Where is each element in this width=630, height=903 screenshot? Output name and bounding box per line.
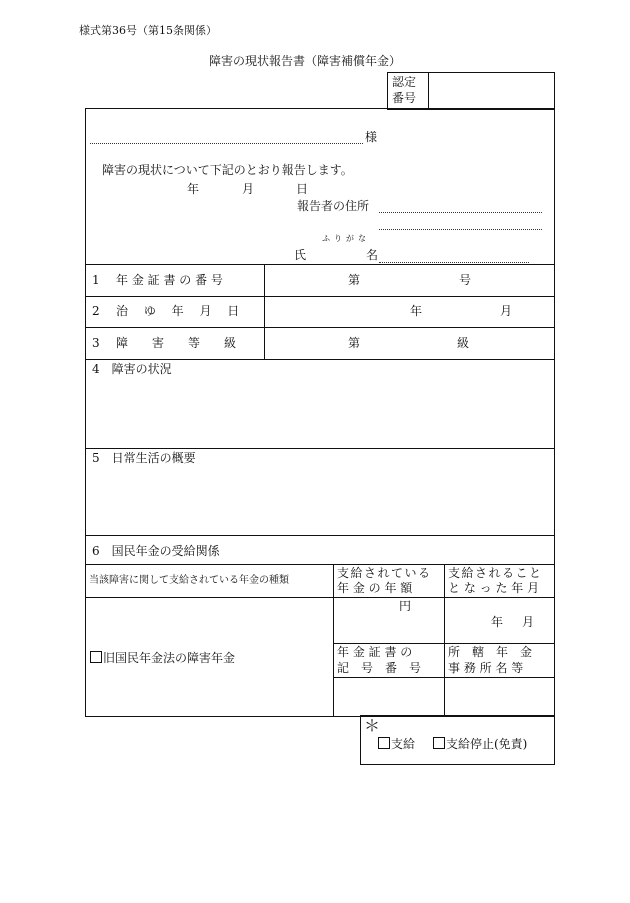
row2-label: 治 ゆ 年 月 日 <box>116 304 240 318</box>
form-title: 障害の現状報告書（障害補償年金） <box>209 54 402 68</box>
start-header-2: と な っ た 年 月 <box>448 581 540 595</box>
row3-label: 障 害 等 級 <box>116 336 237 350</box>
date-year-label: 年 <box>187 182 200 196</box>
office-header-2: 事 務 所 名 等 <box>448 661 524 675</box>
suspend-option[interactable] <box>433 737 527 750</box>
certification-number-field[interactable] <box>432 76 550 104</box>
asterisk-mark: ＊ <box>364 716 381 735</box>
reporter-address-label: 報告者の住所 <box>297 199 370 213</box>
suspend-checkbox[interactable] <box>433 737 445 749</box>
row1-dai: 第 <box>348 273 361 287</box>
old-pension-label: 旧国民年金法の障害年金 <box>103 651 236 665</box>
row2-year: 年 <box>410 304 423 318</box>
reporter-name-field[interactable] <box>379 246 529 261</box>
pension-type-header: 当該障害に関して支給されている年金の種類 <box>89 575 289 586</box>
form-number: 様式第36号（第15条関係） <box>79 24 217 37</box>
row2-month: 月 <box>500 304 513 318</box>
reporter-address-field[interactable] <box>379 198 542 230</box>
row3-number: 3 <box>92 336 100 350</box>
office-name-field[interactable] <box>448 680 550 714</box>
daily-life-field[interactable] <box>90 469 550 533</box>
start-year-label: 年 <box>491 615 504 629</box>
name-label-shi: 氏 <box>294 248 307 262</box>
section5-heading: 5 日常生活の概要 <box>92 451 196 465</box>
start-month-label: 月 <box>522 615 535 629</box>
cert-code-header-2: 記 号 番 号 <box>337 661 422 675</box>
cert-code-field[interactable] <box>337 680 441 714</box>
yen-label: 円 <box>399 599 412 613</box>
pay-label: 支給 <box>391 737 416 751</box>
pension-cert-number-field[interactable] <box>268 267 552 294</box>
office-header-1: 所 轄 年 金 <box>448 645 533 659</box>
name-label-mei: 名 <box>366 248 379 262</box>
amount-header-2: 年 金 の 年 額 <box>337 581 413 595</box>
row1-label: 年 金 証 書 の 番 号 <box>116 273 223 287</box>
section6-heading: 6 国民年金の受給関係 <box>92 544 220 558</box>
furigana-label: ふりがな <box>322 234 370 243</box>
addressee-suffix: 様 <box>365 130 378 144</box>
amount-header-1: 支給されている <box>337 566 432 580</box>
row3-kyu: 級 <box>457 336 470 350</box>
suspend-label: 支給停止(免責) <box>446 737 528 751</box>
cure-date-field[interactable] <box>268 299 552 325</box>
old-pension-checkbox[interactable] <box>90 651 102 663</box>
disability-condition-field[interactable] <box>90 380 550 446</box>
cert-label-1: 認定 <box>392 75 417 89</box>
addressee-field[interactable] <box>90 128 363 142</box>
row2-number: 2 <box>92 304 100 318</box>
start-date-field[interactable] <box>448 600 550 640</box>
cert-label-2: 番号 <box>392 91 417 105</box>
row1-go: 号 <box>459 273 472 287</box>
annual-amount-field[interactable] <box>337 600 395 640</box>
pay-checkbox[interactable] <box>378 737 390 749</box>
pay-option[interactable] <box>378 737 415 750</box>
date-month-label: 月 <box>242 182 255 196</box>
old-pension-option[interactable] <box>90 651 235 664</box>
row3-dai: 第 <box>348 336 361 350</box>
disability-grade-field[interactable] <box>268 330 552 357</box>
date-day-label: 日 <box>296 182 309 196</box>
start-header-1: 支給されること <box>448 566 543 580</box>
row1-number: 1 <box>92 273 100 287</box>
cert-code-header-1: 年 金 証 書 の <box>337 645 413 659</box>
section4-heading: 4 障害の状況 <box>92 362 172 376</box>
intro-statement: 障害の現状について下記のとおり報告します。 <box>102 163 353 177</box>
